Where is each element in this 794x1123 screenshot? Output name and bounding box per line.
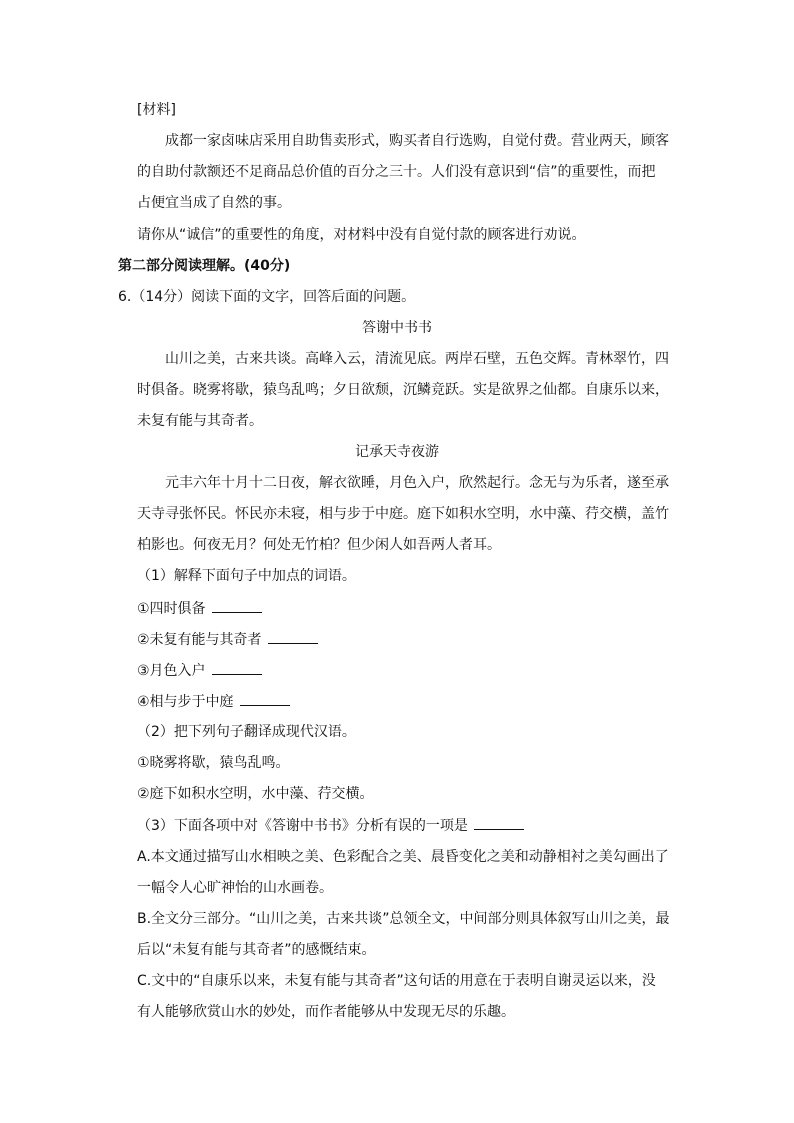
question-intro: 6.（14分）阅读下面的文字，回答后面的问题。 <box>118 289 416 305</box>
material-body-line: 的自助付款额还不足商品总价值的百分之三十。人们没有意识到“信”的重要性，而把 <box>137 164 656 180</box>
option-a-line: 一幅令人心旷神怡的山水画卷。 <box>137 880 333 896</box>
answer-blank[interactable] <box>212 660 262 675</box>
item-2-text: ②未复有能与其奇者 <box>137 632 262 648</box>
item-2 <box>137 629 318 650</box>
answer-blank[interactable] <box>212 598 262 613</box>
text1-line: 时俱备。晓雾将歇，猿鸟乱鸣；夕日欲颓，沉鳞竞跃。实是欲界之仙都。自康乐以来， <box>137 382 669 398</box>
option-b-line: 后以“未复有能与其奇者”的感慨结束。 <box>137 942 376 958</box>
option-b-line: B.全文分三部分。“山川之美，古来共谈”总领全文，中间部分则具体叙写山川之美，最 <box>137 911 670 927</box>
answer-blank[interactable] <box>474 815 524 830</box>
subquestion-3-text: （3）下面各项中对《答谢中书书》分析有误的一项是 <box>137 818 468 834</box>
text1-line: 未复有能与其奇者。 <box>137 413 263 429</box>
item-3 <box>137 660 262 681</box>
item-1-text: ①四时俱备 <box>137 601 206 617</box>
option-c-line: 有人能够欣赏山水的妙处，而作者能够从中发现无尽的乐趣。 <box>137 1004 515 1020</box>
text1-line: 山川之美，古来共谈。高峰入云，清流见底。两岸石壁，五色交辉。青林翠竹，四 <box>165 351 669 367</box>
translation-item: ②庭下如积水空明，水中藻、荇交横。 <box>137 786 374 802</box>
item-4-text: ④相与步于中庭 <box>137 694 234 710</box>
subquestion-3 <box>137 815 524 836</box>
subquestion-1: （1）解释下面句子中加点的词语。 <box>137 568 356 584</box>
option-a-line: A.本文通过描写山水相映之美、色彩配合之美、晨昏变化之美和动静相衬之美勾画出了 <box>137 849 669 865</box>
section-heading: 第二部分阅读理解。(40分) <box>118 258 291 274</box>
material-body-line: 成都一家卤味店采用自助售卖形式，购买者自行选购，自觉付费。营业两天，顾客 <box>165 133 669 149</box>
text2-title: 记承天寺夜游 <box>355 444 439 460</box>
text2-line: 元丰六年十月十二日夜，解衣欲睡，月色入户，欣然起行。念无与为乐者，遂至承 <box>165 475 669 491</box>
item-4 <box>137 691 290 712</box>
text2-line: 柏影也。何夜无月？何处无竹柏？但少闲人如吾两人者耳。 <box>137 537 501 553</box>
translation-item: ①晓雾将歇，猿鸟乱鸣。 <box>137 755 290 771</box>
item-1 <box>137 598 262 619</box>
answer-blank[interactable] <box>268 629 318 644</box>
material-prompt: 请你从“诚信”的重要性的角度，对材料中没有自觉付款的顾客进行劝说。 <box>137 227 586 243</box>
material-label: [材料] <box>137 102 176 118</box>
answer-blank[interactable] <box>240 691 290 706</box>
item-3-text: ③月色入户 <box>137 663 206 679</box>
text2-line: 天寺寻张怀民。怀民亦未寝，相与步于中庭。庭下如积水空明，水中藻、荇交横，盖竹 <box>137 506 669 522</box>
option-c-line: C.文中的“自康乐以来，未复有能与其奇者”这句话的用意在于表明自谢灵运以来，没 <box>137 973 656 989</box>
text1-title: 答谢中书书 <box>362 320 432 336</box>
material-body-line: 占便宜当成了自然的事。 <box>137 195 291 211</box>
subquestion-2: （2）把下列句子翻译成现代汉语。 <box>137 724 356 740</box>
